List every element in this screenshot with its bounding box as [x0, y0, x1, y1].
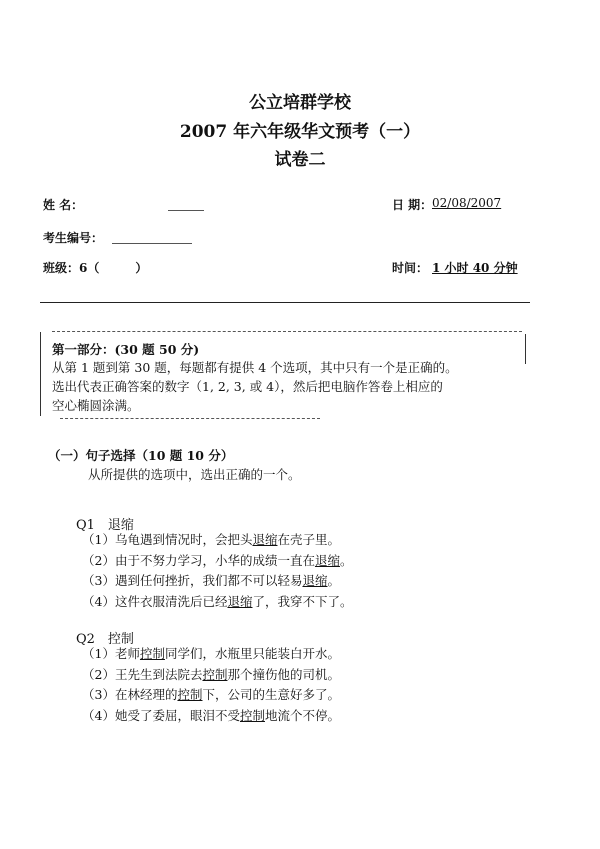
school-name: 公立培群学校 [249, 93, 351, 113]
q1-options [82, 530, 353, 612]
box-top-edge [52, 331, 522, 332]
q1-option-3[interactable]: （3）遇到任何挫折，我们都不可以轻易退缩。 [82, 573, 340, 588]
date-value: 02/08/2007 [432, 196, 502, 210]
box-right-edge [525, 334, 526, 364]
exam-title: 2007 年六年级华文预考（一） [179, 122, 421, 142]
part1-line2: 选出代表正确答案的数字（1, 2, 3, 或 4），然后把电脑作答卷上相应的 [52, 379, 443, 394]
box-bottom-edge [60, 418, 320, 419]
class-close: ） [135, 261, 148, 275]
part1-line3: 空心椭圆涂满。 [52, 398, 140, 413]
q2-title: Q2 控制 [76, 632, 134, 647]
header-divider [40, 302, 530, 303]
q1-title: Q1 退缩 [76, 518, 134, 533]
q1-option-2[interactable]: （2）由于不努力学习，小华的成绩一直在退缩。 [82, 552, 353, 568]
q2-option-1[interactable]: （1）老师控制同学们，水瓶里只能装白开水。 [82, 646, 340, 661]
section1-instruction: 从所提供的选项中，选出正确的一个。 [88, 467, 301, 482]
q1-option-4[interactable]: （4）这件衣服清洗后已经退缩了，我穿不下了。 [82, 593, 353, 609]
q2-options [82, 644, 340, 726]
class-label [43, 259, 147, 276]
section1-heading: （一）句子选择（10 题 10 分） [48, 448, 234, 463]
name-blank [168, 210, 204, 211]
time-value: 1 小时 40 分钟 [432, 261, 518, 275]
name-label: 姓 名： [43, 198, 84, 212]
box-left-edge [40, 332, 41, 416]
time-label: 时间： [392, 261, 429, 275]
q2-option-4[interactable]: （4）她受了委屈，眼泪不受控制地流个不停。 [82, 707, 340, 723]
part1-heading: 第一部分：(30 题 50 分) [52, 342, 200, 357]
student-number-blank [112, 243, 192, 244]
q1-option-1[interactable]: （1）乌龟遇到情况时，会把头退缩在壳子里。 [82, 532, 340, 547]
q2-option-2[interactable]: （2）王先生到法院去控制那个撞伤他的司机。 [82, 666, 340, 682]
student-number-label: 考生编号： [43, 231, 104, 245]
q2-option-3[interactable]: （3）在林经理的控制下，公司的生意好多了。 [82, 687, 340, 702]
date-label: 日 期： [392, 198, 433, 212]
paper-title: 试卷二 [274, 150, 326, 170]
class-open: 班级：6（ [43, 261, 100, 275]
part1-line1: 从第 1 题到第 30 题，每题都有提供 4 个选项，其中只有一个是正确的。 [52, 360, 458, 375]
